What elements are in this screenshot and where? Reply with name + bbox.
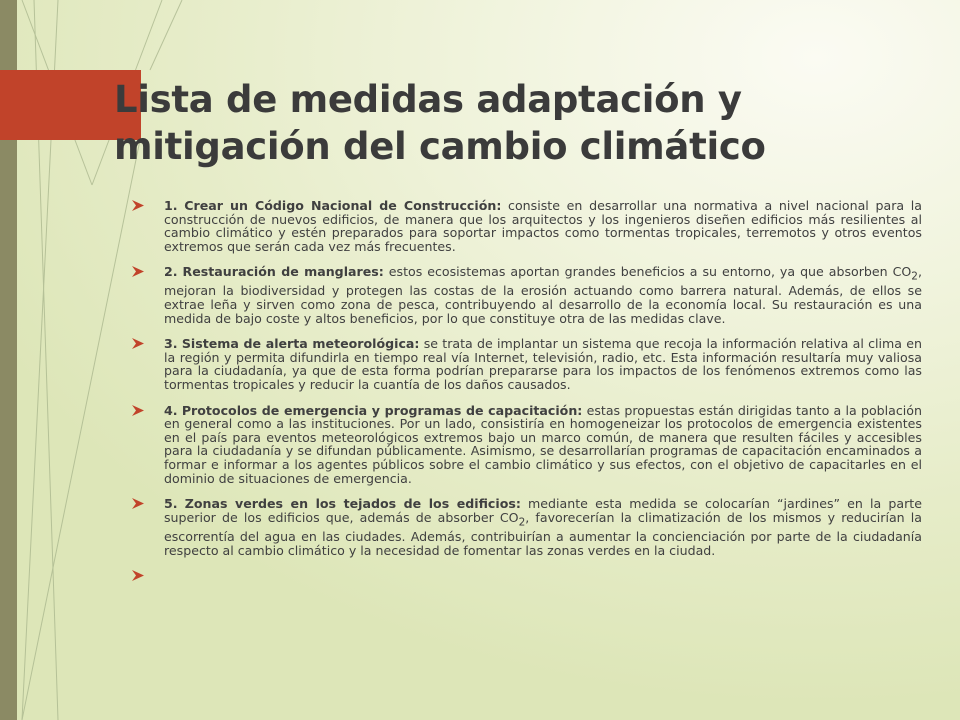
list-item-empty [130, 569, 922, 583]
arrow-bullet-icon [131, 337, 145, 350]
item-heading: Restauración de manglares: [182, 264, 384, 280]
item-text-cont: , mejoran la biodiversidad y protegen las costas de la erosión actuando como barrera natural. Además, de ellos se extrae leña y sirven como zona de pesca, contribuyendo al desarrollo de la economía local. Su restauración es una medida de bajo coste y altos beneficios, por lo que constituye otra de las medidas clave. [164, 264, 922, 326]
item-text: consiste en desarrollar una normativa a nivel nacional para la construcción de nuevos edificios, de manera que los arquitectos y los ingenieros diseñen edificios más resilientes al cambio climático y estén preparados para soportar impactos como tormentas tropicales, terremotos y otros eventos extremos que serán cada vez más frecuentes. [164, 198, 922, 254]
item-heading: Protocolos de emergencia y programas de capacitación: [181, 402, 583, 418]
list-item-1 [130, 199, 922, 253]
item-number: 2. [164, 264, 178, 280]
arrow-bullet-icon [131, 569, 145, 582]
item-heading: Zonas verdes en los tejados de los edificios: [184, 496, 521, 512]
list-item-4 [130, 404, 922, 486]
item-number: 5. [164, 496, 178, 512]
slide-title: Lista de medidas adaptación y mitigación del cambio climático [114, 78, 766, 168]
list-item-2 [130, 265, 922, 325]
item-number: 4. [164, 402, 178, 418]
item-heading: Sistema de alerta meteorológica: [181, 336, 420, 352]
item-text-cont: , favorecerían la climatización de los mismos y reducirían la escorrentía del agua en las ciudades. Además, contribuirían a aumentar la concienciación por parte de la ciudadanía respecto al cambio climático y la necesidad de fomentar las zonas verdes en la ciudad. [164, 509, 923, 558]
item-text: estas propuestas están dirigidas tanto a la población en general como a las instituciones. Por un lado, consistiría en homogeneizar los protocolos de emergencia existentes en el país para eventos meteorológicos extremos bajo un marco común, de manera que resulten fáciles y accesibles para la ciudadanía y se difundan públicamente. Asimismo, se desarrollarían programas de capacitación encaminados a formar e informar a los agentes públicos sobre el cambio climático y sus efectos, con el objetivo de capacitarles en el dominio de situaciones de emergencia. [164, 402, 922, 486]
subscript: 2 [911, 270, 918, 283]
arrow-bullet-icon [131, 497, 145, 510]
arrow-bullet-icon [131, 265, 145, 278]
item-heading: Crear un Código Nacional de Construcción: [184, 198, 502, 213]
item-text: mediante esta medida se colocarían “jardines” en la parte superior de los edificios que, además de absorber CO [164, 496, 922, 525]
item-number: 1. [164, 198, 178, 213]
arrow-bullet-icon [131, 404, 145, 417]
item-number: 3. [164, 336, 178, 352]
list-item-3 [130, 337, 922, 391]
subscript: 2 [518, 516, 526, 529]
item-text: estos ecosistemas aportan grandes beneficios a su entorno, ya que absorben CO [383, 264, 912, 280]
list-item-5 [130, 497, 922, 557]
measures-list [130, 199, 922, 595]
arrow-bullet-icon [131, 199, 145, 212]
item-text: se trata de implantar un sistema que recoja la información relativa al clima en la región y permita difundirla en tiempo real vía Internet, televisión, radio, etc. Esta información resultaría muy valiosa para la ciudadanía, ya que de esta forma podrían prepararse para los impactos de los fenómenos extremos como las tormentas tropicales y reducir la cuantía de los daños causados. [164, 336, 922, 393]
